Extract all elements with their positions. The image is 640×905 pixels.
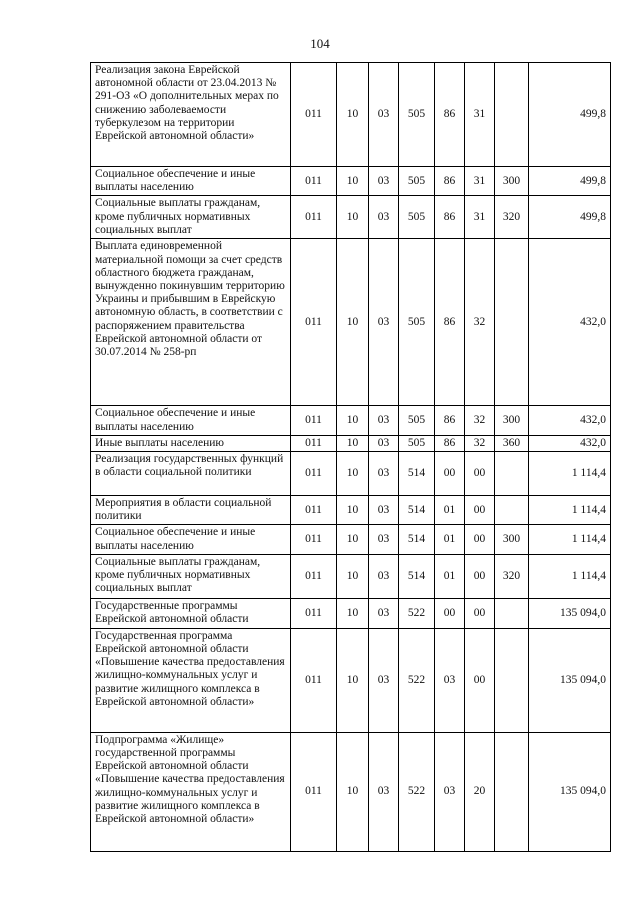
cell-admin-code: 011	[291, 435, 337, 451]
cell-amount: 432,0	[529, 239, 611, 406]
cell-target-article-main: 514	[399, 525, 435, 554]
cell-target-article-main: 505	[399, 435, 435, 451]
cell-section-code: 10	[337, 732, 369, 851]
table-row	[91, 496, 611, 525]
row-description: Социальное обеспечение и иные выплаты населению	[91, 167, 291, 196]
cell-target-article-main: 514	[399, 496, 435, 525]
cell-target-article-sub: 03	[435, 732, 465, 851]
row-description: Социальное обеспечение и иные выплаты населению	[91, 406, 291, 435]
cell-section-code: 10	[337, 628, 369, 732]
cell-amount: 1 114,4	[529, 554, 611, 598]
cell-admin-code: 011	[291, 525, 337, 554]
cell-target-article-sub: 86	[435, 167, 465, 196]
cell-target-article-sub: 86	[435, 435, 465, 451]
cell-expense-type: 300	[495, 167, 529, 196]
cell-subsection-code: 03	[369, 239, 399, 406]
cell-target-article-item: 00	[465, 554, 495, 598]
cell-amount: 1 114,4	[529, 452, 611, 496]
cell-section-code: 10	[337, 525, 369, 554]
cell-subsection-code: 03	[369, 452, 399, 496]
cell-target-article-sub: 86	[435, 406, 465, 435]
cell-target-article-item: 32	[465, 239, 495, 406]
cell-target-article-item: 00	[465, 452, 495, 496]
cell-amount: 1 114,4	[529, 496, 611, 525]
cell-amount: 135 094,0	[529, 598, 611, 628]
cell-section-code: 10	[337, 496, 369, 525]
cell-subsection-code: 03	[369, 435, 399, 451]
cell-expense-type	[495, 598, 529, 628]
cell-target-article-main: 505	[399, 406, 435, 435]
cell-target-article-sub: 03	[435, 628, 465, 732]
cell-expense-type: 300	[495, 525, 529, 554]
cell-target-article-item: 31	[465, 196, 495, 239]
cell-admin-code: 011	[291, 496, 337, 525]
cell-target-article-item: 00	[465, 525, 495, 554]
table-row	[91, 732, 611, 851]
cell-target-article-main: 514	[399, 452, 435, 496]
cell-target-article-main: 505	[399, 196, 435, 239]
cell-admin-code: 011	[291, 196, 337, 239]
cell-subsection-code: 03	[369, 496, 399, 525]
cell-target-article-sub: 00	[435, 598, 465, 628]
cell-amount: 499,8	[529, 167, 611, 196]
row-description: Иные выплаты населению	[91, 435, 291, 451]
row-description: Государственная программа Еврейской автономной области «Повышение качества предоставления жилищно-коммунальных услуг и развитие жилищного комплекса в Еврейской автономной области»	[91, 628, 291, 732]
cell-admin-code: 011	[291, 732, 337, 851]
cell-target-article-item: 31	[465, 63, 495, 167]
table-row	[91, 406, 611, 435]
cell-target-article-item: 00	[465, 628, 495, 732]
cell-target-article-main: 505	[399, 63, 435, 167]
row-description: Социальные выплаты гражданам, кроме публичных нормативных социальных выплат	[91, 554, 291, 598]
cell-target-article-item: 20	[465, 732, 495, 851]
table-row	[91, 196, 611, 239]
page-number: 104	[310, 36, 330, 51]
cell-target-article-sub: 86	[435, 196, 465, 239]
row-description: Реализация закона Еврейской автономной области от 23.04.2013 № 291-ОЗ «О дополнительных мерах по снижению заболеваемости туберкулезом на территории Еврейской автономной области»	[91, 63, 291, 167]
cell-expense-type: 300	[495, 406, 529, 435]
cell-expense-type	[495, 63, 529, 167]
row-description: Социальные выплаты гражданам, кроме публичных нормативных социальных выплат	[91, 196, 291, 239]
cell-amount: 499,8	[529, 196, 611, 239]
table-row	[91, 63, 611, 167]
table-row	[91, 598, 611, 628]
cell-target-article-item: 31	[465, 167, 495, 196]
cell-subsection-code: 03	[369, 598, 399, 628]
cell-target-article-main: 505	[399, 239, 435, 406]
cell-subsection-code: 03	[369, 525, 399, 554]
cell-section-code: 10	[337, 554, 369, 598]
cell-target-article-main: 522	[399, 732, 435, 851]
cell-target-article-item: 32	[465, 435, 495, 451]
cell-section-code: 10	[337, 167, 369, 196]
cell-expense-type	[495, 732, 529, 851]
cell-target-article-sub: 01	[435, 554, 465, 598]
cell-subsection-code: 03	[369, 628, 399, 732]
cell-admin-code: 011	[291, 598, 337, 628]
row-description: Мероприятия в области социальной политики	[91, 496, 291, 525]
cell-amount: 135 094,0	[529, 732, 611, 851]
cell-target-article-item: 32	[465, 406, 495, 435]
budget-table	[90, 62, 611, 852]
cell-target-article-main: 522	[399, 628, 435, 732]
row-description: Выплата единовременной материальной помощи за счет средств областного бюджета гражданам, вынужденно покинувшим территорию Украины и прибывшим в Еврейскую автономную область, в соответствии с распоряжением правительства Еврейской автономной области от 30.07.2014 № 258-рп	[91, 239, 291, 406]
budget-table-body	[91, 63, 611, 852]
cell-expense-type: 320	[495, 196, 529, 239]
cell-admin-code: 011	[291, 628, 337, 732]
cell-admin-code: 011	[291, 239, 337, 406]
cell-amount: 432,0	[529, 435, 611, 451]
row-description: Государственные программы Еврейской автономной области	[91, 598, 291, 628]
cell-subsection-code: 03	[369, 554, 399, 598]
cell-admin-code: 011	[291, 167, 337, 196]
cell-admin-code: 011	[291, 452, 337, 496]
cell-section-code: 10	[337, 452, 369, 496]
cell-subsection-code: 03	[369, 196, 399, 239]
cell-amount: 1 114,4	[529, 525, 611, 554]
cell-target-article-sub: 00	[435, 452, 465, 496]
table-row	[91, 435, 611, 451]
table-row	[91, 452, 611, 496]
cell-target-article-item: 00	[465, 598, 495, 628]
cell-subsection-code: 03	[369, 732, 399, 851]
cell-target-article-main: 522	[399, 598, 435, 628]
cell-expense-type	[495, 452, 529, 496]
cell-section-code: 10	[337, 435, 369, 451]
cell-expense-type	[495, 496, 529, 525]
cell-amount: 135 094,0	[529, 628, 611, 732]
cell-subsection-code: 03	[369, 406, 399, 435]
table-row	[91, 525, 611, 554]
cell-target-article-sub: 01	[435, 525, 465, 554]
cell-target-article-sub: 86	[435, 239, 465, 406]
cell-section-code: 10	[337, 598, 369, 628]
table-row	[91, 628, 611, 732]
cell-amount: 432,0	[529, 406, 611, 435]
cell-section-code: 10	[337, 406, 369, 435]
cell-expense-type: 320	[495, 554, 529, 598]
table-row	[91, 239, 611, 406]
cell-target-article-item: 00	[465, 496, 495, 525]
cell-admin-code: 011	[291, 406, 337, 435]
cell-subsection-code: 03	[369, 167, 399, 196]
cell-section-code: 10	[337, 239, 369, 406]
cell-target-article-main: 505	[399, 167, 435, 196]
cell-expense-type	[495, 628, 529, 732]
cell-section-code: 10	[337, 196, 369, 239]
row-description: Социальное обеспечение и иные выплаты населению	[91, 525, 291, 554]
cell-admin-code: 011	[291, 554, 337, 598]
cell-subsection-code: 03	[369, 63, 399, 167]
cell-expense-type: 360	[495, 435, 529, 451]
cell-target-article-sub: 86	[435, 63, 465, 167]
cell-target-article-main: 514	[399, 554, 435, 598]
row-description: Реализация государственных функций в области социальной политики	[91, 452, 291, 496]
cell-section-code: 10	[337, 63, 369, 167]
cell-admin-code: 011	[291, 63, 337, 167]
row-description: Подпрограмма «Жилище» государственной программы Еврейской автономной области «Повышение качества предоставления жилищно-коммунальных услуг и развитие жилищного комплекса в Еврейской автономной области»	[91, 732, 291, 851]
cell-amount: 499,8	[529, 63, 611, 167]
table-row	[91, 554, 611, 598]
table-row	[91, 167, 611, 196]
cell-expense-type	[495, 239, 529, 406]
cell-target-article-sub: 01	[435, 496, 465, 525]
